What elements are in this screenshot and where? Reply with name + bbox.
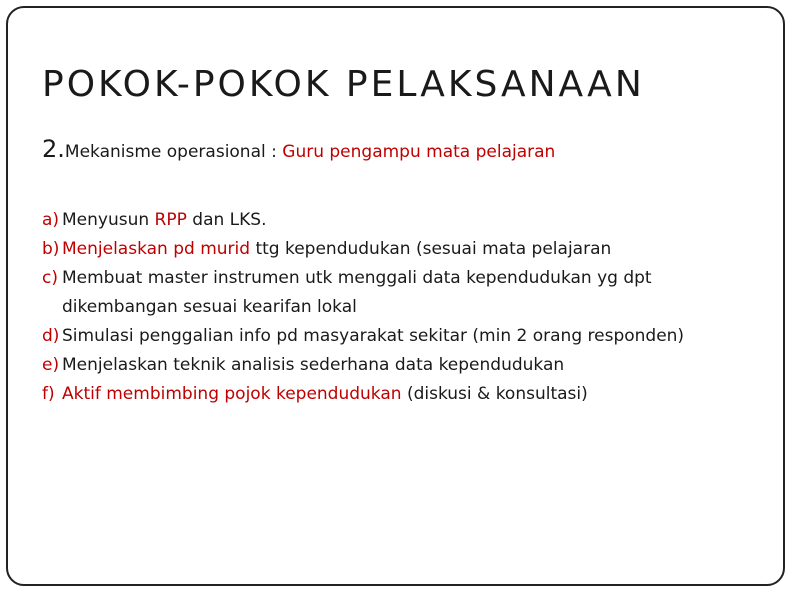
item-red-text: Aktif membimbing pojok kependudukan (62, 384, 402, 404)
subtitle-highlight: Guru pengampu mata pelajaran (282, 142, 556, 162)
item-red-text: RPP (154, 210, 187, 230)
list-item (42, 380, 762, 409)
item-list (42, 206, 762, 409)
list-item (42, 351, 762, 380)
slide-subtitle (42, 135, 555, 163)
item-text: Menjelaskan teknik analisis sederhana data kependudukan (62, 355, 565, 375)
item-marker: b) (42, 239, 60, 259)
list-item (42, 264, 762, 322)
item-marker: c) (42, 268, 58, 288)
item-marker: a) (42, 210, 60, 230)
item-marker: f) (42, 384, 55, 404)
item-marker: e) (42, 355, 60, 375)
item-marker: d) (42, 326, 60, 346)
item-text: Menyusun (62, 210, 155, 230)
item-tail: dan LKS. (186, 210, 267, 230)
item-text: Membuat master instrumen utk menggali data kependudukan yg dpt dikembangan sesuai kearifan lokal (62, 268, 652, 317)
slide-title: POKOK-POKOK PELAKSANAAN (42, 64, 645, 105)
list-item (42, 235, 762, 264)
subtitle-number: 2. (42, 135, 65, 163)
item-text: (diskusi & konsultasi) (401, 384, 588, 404)
item-text: Simulasi penggalian info pd masyarakat sekitar (min 2 orang responden) (62, 326, 685, 346)
subtitle-label: Mekanisme operasional : (64, 142, 283, 162)
item-text: ttg kependudukan (sesuai mata pelajaran (250, 239, 612, 259)
item-red-text: Menjelaskan pd murid (62, 239, 251, 259)
list-item (42, 206, 762, 235)
list-item (42, 322, 762, 351)
